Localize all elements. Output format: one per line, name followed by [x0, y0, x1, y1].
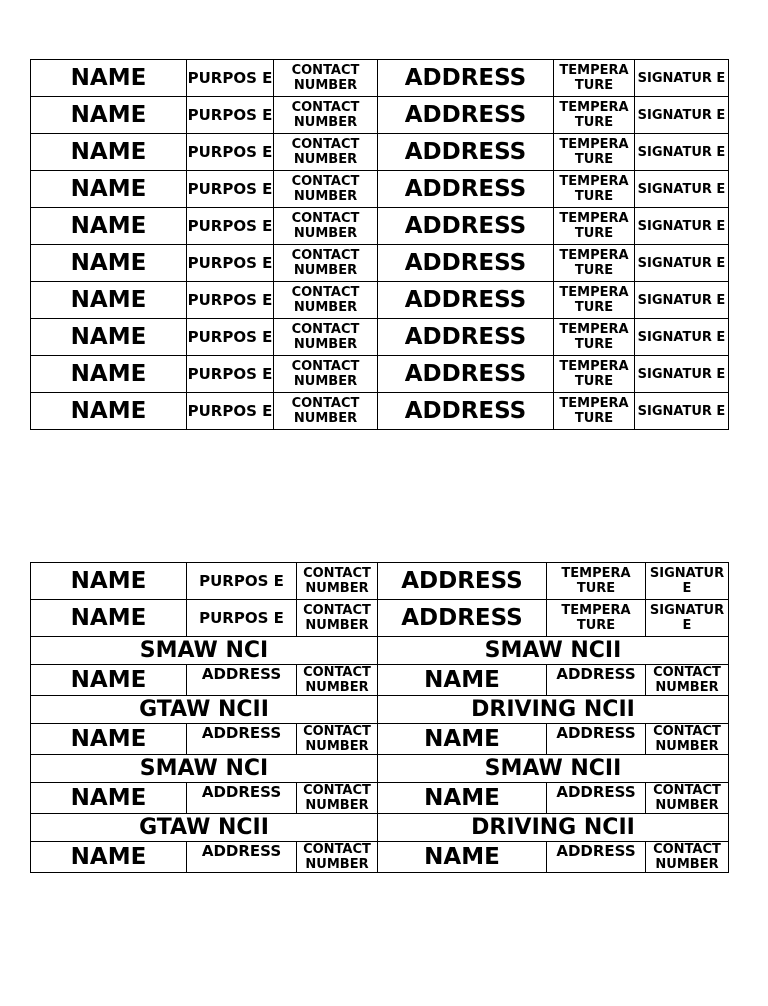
signature-cell: SIGNATUR E [635, 208, 729, 245]
temperature-cell: TEMPERA TURE [547, 600, 646, 637]
contact-number-cell: CONTACT NUMBER [274, 134, 378, 171]
contact-number-cell: CONTACT NUMBER [297, 842, 378, 873]
address-cell: ADDRESS [378, 563, 547, 600]
signature-cell: SIGNATUR E [635, 60, 729, 97]
address-cell: ADDRESS [547, 724, 646, 755]
course-title: SMAW NCII [378, 755, 729, 783]
log-row [31, 60, 729, 97]
address-cell: ADDRESS [378, 134, 554, 171]
temperature-cell: TEMPERA TURE [554, 356, 635, 393]
purpose-cell: PURPOS E [187, 171, 274, 208]
course-entry-row [31, 783, 729, 814]
log-row [31, 245, 729, 282]
contact-number-cell: CONTACT NUMBER [274, 393, 378, 430]
contact-number-cell: CONTACT NUMBER [297, 563, 378, 600]
address-cell: ADDRESS [378, 600, 547, 637]
contact-number-cell: CONTACT NUMBER [646, 665, 729, 696]
temperature-cell: TEMPERA TURE [554, 171, 635, 208]
contact-number-cell: CONTACT NUMBER [646, 783, 729, 814]
name-cell: NAME [31, 665, 187, 696]
course-header-row [31, 814, 729, 842]
name-cell: NAME [31, 563, 187, 600]
temperature-cell: TEMPERA TURE [554, 245, 635, 282]
name-cell: NAME [378, 665, 547, 696]
address-cell: ADDRESS [187, 842, 297, 873]
log-row [31, 356, 729, 393]
address-cell: ADDRESS [378, 319, 554, 356]
log-row [31, 134, 729, 171]
name-cell: NAME [31, 245, 187, 282]
purpose-cell: PURPOS E [187, 563, 297, 600]
address-cell: ADDRESS [378, 60, 554, 97]
course-entry-row [31, 665, 729, 696]
course-header-row [31, 696, 729, 724]
signature-cell: SIGNATUR E [635, 97, 729, 134]
contact-number-cell: CONTACT NUMBER [274, 245, 378, 282]
contact-number-cell: CONTACT NUMBER [274, 282, 378, 319]
temperature-cell: TEMPERA TURE [554, 97, 635, 134]
course-title: DRIVING NCII [378, 814, 729, 842]
contact-number-cell: CONTACT NUMBER [646, 724, 729, 755]
course-title: GTAW NCII [31, 814, 378, 842]
address-cell: ADDRESS [378, 97, 554, 134]
purpose-cell: PURPOS E [187, 319, 274, 356]
course-title: SMAW NCI [31, 755, 378, 783]
address-cell: ADDRESS [378, 282, 554, 319]
purpose-cell: PURPOS E [187, 245, 274, 282]
course-entry-row [31, 724, 729, 755]
contact-number-cell: CONTACT NUMBER [646, 842, 729, 873]
address-cell: ADDRESS [187, 724, 297, 755]
contact-number-cell: CONTACT NUMBER [274, 171, 378, 208]
purpose-cell: PURPOS E [187, 600, 297, 637]
course-entry-row [31, 842, 729, 873]
course-header-row [31, 637, 729, 665]
purpose-cell: PURPOS E [187, 393, 274, 430]
log-row [31, 319, 729, 356]
log-row [31, 208, 729, 245]
temperature-cell: TEMPERA TURE [554, 393, 635, 430]
contact-number-cell: CONTACT NUMBER [297, 724, 378, 755]
name-cell: NAME [31, 393, 187, 430]
temperature-cell: TEMPERA TURE [554, 282, 635, 319]
signature-cell: SIGNATUR E [635, 393, 729, 430]
signature-cell: SIGNATUR E [635, 282, 729, 319]
address-cell: ADDRESS [547, 665, 646, 696]
visitor-log-table-1 [30, 59, 729, 430]
address-cell: ADDRESS [378, 171, 554, 208]
log-row [31, 282, 729, 319]
contact-number-cell: CONTACT NUMBER [274, 319, 378, 356]
contact-number-cell: CONTACT NUMBER [274, 97, 378, 134]
name-cell: NAME [31, 356, 187, 393]
signature-cell: SIGNATUR E [635, 171, 729, 208]
temperature-cell: TEMPERA TURE [547, 563, 646, 600]
signature-cell: SIGNATUR E [646, 563, 729, 600]
contact-number-cell: CONTACT NUMBER [297, 783, 378, 814]
address-cell: ADDRESS [187, 783, 297, 814]
name-cell: NAME [378, 842, 547, 873]
name-cell: NAME [31, 134, 187, 171]
log-row [31, 393, 729, 430]
temperature-cell: TEMPERA TURE [554, 319, 635, 356]
signature-cell: SIGNATUR E [635, 134, 729, 171]
log-row [31, 600, 729, 637]
signature-cell: SIGNATUR E [646, 600, 729, 637]
address-cell: ADDRESS [547, 842, 646, 873]
name-cell: NAME [31, 282, 187, 319]
temperature-cell: TEMPERA TURE [554, 134, 635, 171]
log-row [31, 563, 729, 600]
address-cell: ADDRESS [547, 783, 646, 814]
name-cell: NAME [31, 60, 187, 97]
purpose-cell: PURPOS E [187, 282, 274, 319]
signature-cell: SIGNATUR E [635, 245, 729, 282]
name-cell: NAME [31, 842, 187, 873]
visitor-log-table-2 [30, 562, 729, 873]
contact-number-cell: CONTACT NUMBER [297, 600, 378, 637]
temperature-cell: TEMPERA TURE [554, 208, 635, 245]
course-title: GTAW NCII [31, 696, 378, 724]
purpose-cell: PURPOS E [187, 134, 274, 171]
name-cell: NAME [31, 783, 187, 814]
address-cell: ADDRESS [378, 208, 554, 245]
contact-number-cell: CONTACT NUMBER [274, 60, 378, 97]
course-title: SMAW NCI [31, 637, 378, 665]
name-cell: NAME [31, 171, 187, 208]
purpose-cell: PURPOS E [187, 97, 274, 134]
name-cell: NAME [31, 600, 187, 637]
temperature-cell: TEMPERA TURE [554, 60, 635, 97]
name-cell: NAME [378, 783, 547, 814]
name-cell: NAME [31, 208, 187, 245]
signature-cell: SIGNATUR E [635, 319, 729, 356]
purpose-cell: PURPOS E [187, 60, 274, 97]
purpose-cell: PURPOS E [187, 356, 274, 393]
contact-number-cell: CONTACT NUMBER [274, 208, 378, 245]
contact-number-cell: CONTACT NUMBER [274, 356, 378, 393]
log-row [31, 97, 729, 134]
name-cell: NAME [31, 724, 187, 755]
purpose-cell: PURPOS E [187, 208, 274, 245]
log-row [31, 171, 729, 208]
address-cell: ADDRESS [187, 665, 297, 696]
course-title: DRIVING NCII [378, 696, 729, 724]
contact-number-cell: CONTACT NUMBER [297, 665, 378, 696]
course-header-row [31, 755, 729, 783]
address-cell: ADDRESS [378, 393, 554, 430]
signature-cell: SIGNATUR E [635, 356, 729, 393]
address-cell: ADDRESS [378, 356, 554, 393]
name-cell: NAME [31, 319, 187, 356]
name-cell: NAME [31, 97, 187, 134]
name-cell: NAME [378, 724, 547, 755]
address-cell: ADDRESS [378, 245, 554, 282]
course-title: SMAW NCII [378, 637, 729, 665]
